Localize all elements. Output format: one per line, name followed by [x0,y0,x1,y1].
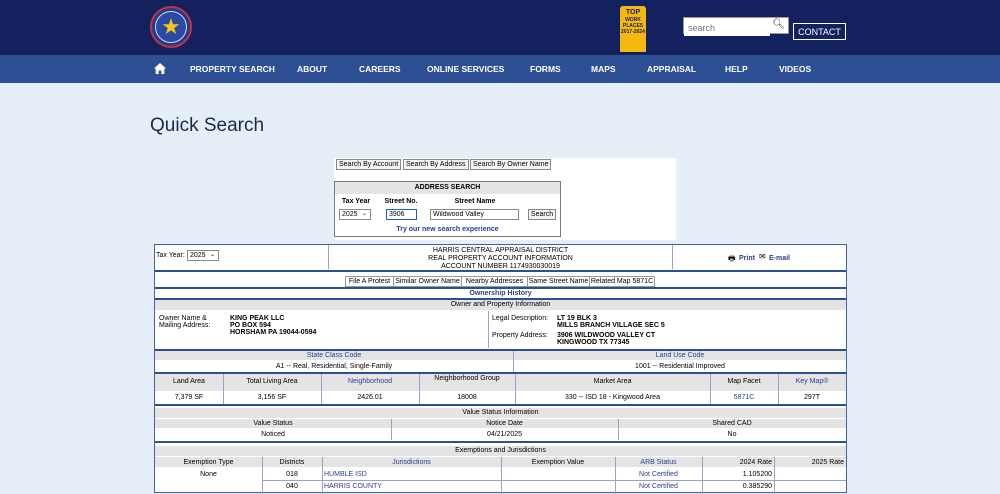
col-tax-year: Tax Year [341,198,371,205]
tab-search-by-address[interactable]: Search By Address [403,159,469,170]
address-search-form [334,181,561,237]
search-icon[interactable]: 🔍︎ [772,19,785,30]
envelope-icon[interactable]: ✉︎ [759,252,766,261]
neighborhood-group-header: Neighborhood Group [434,375,500,382]
exemption-value-header: Exemption Value [531,459,585,466]
print-link[interactable]: Print [739,255,755,262]
market-area-value: 330 -- ISD 18 - Kingwood Area [565,394,660,401]
address-search-button[interactable]: Search [528,209,556,220]
value-status-header: Value Status [253,420,293,427]
home-icon[interactable] [154,63,166,74]
main-nav [0,55,1000,83]
same-street-link[interactable]: Same Street Name [528,278,589,285]
hcad-logo[interactable] [150,6,192,48]
report-heading [329,247,672,271]
tab-search-by-account[interactable]: Search By Account [336,159,401,170]
site-search-input[interactable] [684,21,770,36]
owner-address: KING PEAK LLC PO BOX 594 HORSHAM PA 19044-0594 [230,315,317,336]
district-name: HARRIS CENTRAL APPRAISAL DISTRICT [432,247,569,254]
email-link[interactable]: E-mail [769,255,791,262]
top-workplaces-badge: TOP WORK PLACES 2017-2024 [620,6,646,52]
street-name-input[interactable] [430,209,519,220]
arb-status-link[interactable]: Not Certified [639,471,678,478]
legal-label: Legal Description: [492,315,549,322]
neighborhood-group-value: 18008 [457,394,477,401]
value-status-value: Noticed [261,431,285,438]
shared-cad-value: No [727,431,737,438]
jurisdiction-link[interactable]: HUMBLE ISD [324,471,367,478]
nav-property-search[interactable]: PROPERTY SEARCH [190,64,275,74]
chevron-down-icon: ⌄ [361,211,367,217]
exemption-type-header: Exemption Type [183,459,234,466]
page-title: Quick Search [150,115,265,136]
land-use-label[interactable]: Land Use Code [514,351,846,360]
nav-about[interactable]: ABOUT [297,64,328,74]
similar-owner-link[interactable]: Similar Owner Name [394,277,462,286]
exemptions-title: Exemptions and Jurisdictions [155,446,846,456]
file-protest-link[interactable]: File A Protest [346,277,394,286]
related-map-link[interactable]: Related Map 5871C [590,278,654,285]
col-street-name: Street Name [454,198,496,205]
market-area-header: Market Area [593,378,632,385]
star-icon: ★ [155,11,187,43]
rate-2024-header: 2024 Rate [739,459,772,466]
table-row-rate-2024: 0.385290 [742,483,772,490]
notice-date-value: 04/21/2025 [486,431,523,438]
table-row-district: 040 [286,483,298,490]
map-facet-link[interactable]: 5871C [733,394,755,401]
report-tax-year-select[interactable]: 2025 ⌄ [187,250,219,261]
property-label: Property Address: [492,332,548,339]
state-class-label[interactable]: State Class Code [155,351,513,360]
land-area-value: 7,379 SF [174,394,204,401]
property-address: 3906 WILDWOOD VALLEY CT KINGWOOD TX 77345 [557,332,656,346]
address-search-headers [335,196,560,207]
new-search-link[interactable]: Try our new search experience [396,226,499,233]
table-row-district: 018 [286,471,298,478]
arb-status-link[interactable]: Not Certified [639,483,678,490]
shared-cad-header: Shared CAD [712,420,752,427]
neighborhood-value: 2426.01 [357,394,383,401]
key-map-value: 297T [804,394,820,401]
map-facet-header: Map Facet [727,378,761,385]
action-links [345,276,655,287]
jurisdictions-header[interactable]: Jurisdictions [392,459,431,466]
report-subtitle: REAL PROPERTY ACCOUNT INFORMATION [428,255,573,262]
tax-year-select[interactable]: 2025 ⌄ [339,209,371,220]
address-search-title: ADDRESS SEARCH [335,182,560,194]
nav-online-services[interactable]: ONLINE SERVICES [427,64,505,74]
printer-icon[interactable]: 🖶︎ [728,254,736,263]
neighborhood-header[interactable]: Neighborhood [348,378,392,385]
search-panel [334,158,676,240]
exemption-type-value: None [200,471,217,478]
street-no-input[interactable] [386,209,417,220]
contact-button[interactable]: CONTACT [793,23,846,40]
nav-careers[interactable]: CAREERS [359,64,401,74]
land-area-header: Land Area [173,378,205,385]
arb-status-header[interactable]: ARB Status [640,459,677,466]
owner-section-title: Owner and Property Information [155,300,846,310]
site-search [683,17,789,34]
nav-help[interactable]: HELP [725,64,748,74]
living-area-value: 3,156 SF [257,394,287,401]
state-class-value: A1 -- Real, Residential, Single-Family [275,363,393,370]
ownership-history-link[interactable]: Ownership History [469,290,532,297]
owner-label: Owner Name & Mailing Address: [159,315,211,329]
col-street-no: Street No. [384,198,418,205]
nav-videos[interactable]: VIDEOS [779,64,812,74]
districts-header: Districts [279,459,305,466]
value-status-title: Value Status Information [155,408,846,418]
legal-description: LT 19 BLK 3 MILLS BRANCH VILLAGE SEC 5 [557,315,665,329]
notice-date-header: Notice Date [486,420,523,427]
nearby-addresses-link[interactable]: Nearby Addresses [462,277,528,286]
living-area-header: Total Living Area [246,378,298,385]
chevron-down-icon: ⌄ [209,252,215,258]
site-header [0,0,1000,55]
account-report [154,244,847,493]
jurisdiction-link[interactable]: HARRIS COUNTY [324,483,382,490]
report-tax-year-label: Tax Year: [156,252,185,259]
rate-2025-header: 2025 Rate [811,459,844,466]
table-row-rate-2024: 1.105200 [742,471,772,478]
nav-maps[interactable]: MAPS [591,64,616,74]
land-use-value: 1001 -- Residential Improved [635,363,725,370]
nav-forms[interactable]: FORMS [530,64,561,74]
nav-appraisal[interactable]: APPRAISAL [647,64,697,74]
key-map-header[interactable]: Key Map® [795,378,829,385]
account-number: ACCOUNT NUMBER 1174930030019 [441,263,560,270]
tab-search-by-owner[interactable]: Search By Owner Name [470,159,551,170]
